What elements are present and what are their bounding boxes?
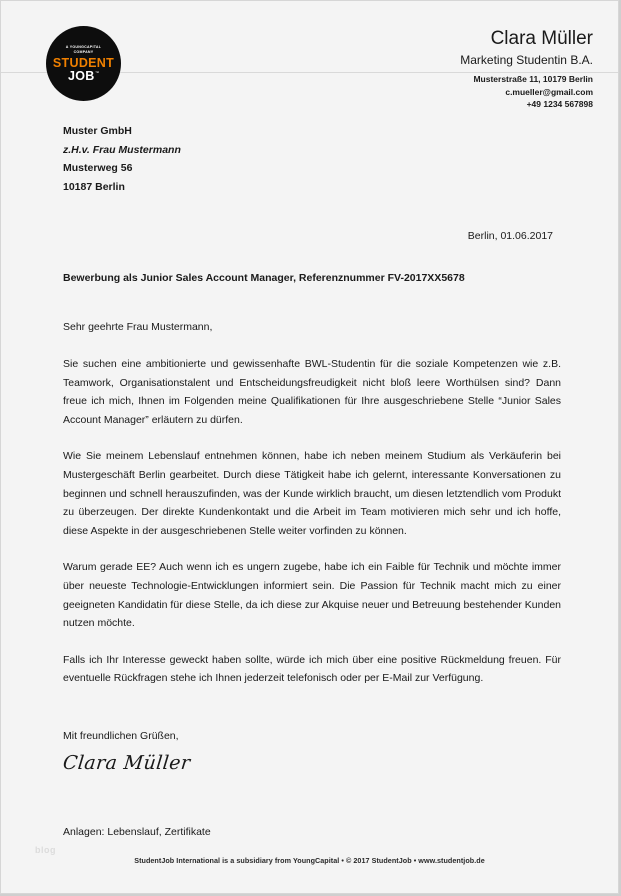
attachments-line: Anlagen: Lebenslauf, Zertifikate [63, 825, 211, 838]
paragraph-3: Warum gerade EE? Auch wenn ich es ungern zugebe, habe ich ein Faible für Technik und möchte immer über neueste Technologie-Entwicklungen informiert sein. Die Passion für Technik macht mich zu einer geeigneten Kandidatin für diese Stelle, da ich diese zur Akquise neuer und Betreuung bestehender Kunden nutzen möchte. [63, 561, 561, 630]
letterhead [1, 1, 618, 109]
sender-block [460, 27, 593, 111]
recipient-block [63, 122, 561, 196]
sender-name: Clara Müller [490, 28, 593, 49]
subject-line: Bewerbung als Junior Sales Account Manager, Referenznummer FV-2017XX5678 [63, 272, 465, 284]
blog-watermark: blog [35, 845, 56, 855]
letter-body [1, 122, 618, 838]
sender-email: c.mueller@gmail.com [505, 86, 593, 97]
sender-address: Musterstraße 11, 10179 Berlin [473, 74, 593, 84]
salutation: Sehr geehrte Frau Mustermann, [63, 321, 213, 333]
logo-student-text: STUDENT [52, 55, 115, 70]
paragraph-2: Wie Sie meinem Lebenslauf entnehmen können, habe ich neben meinem Studium als Verkäuferin bei Mustergeschäft Berlin gearbeitet. Durch diese Tätigkeit habe ich gelernt, interessante Konversationen zu beginnen und schnell herauszufinden, was der Kunde wirklich braucht, um diesen letztendlich vom Produkt zu überzeugen. Der direkte Kundenkontakt und die Arbeit im Team motivieren mich sehr und ich hoffe, diese Aspekte in der ausgeschriebenen Stelle weiter vorfinden zu können. [63, 450, 561, 537]
trademark-icon: ™ [95, 69, 100, 75]
logo-tagline: A YOUNGCAPITAL COMPANY [65, 44, 102, 54]
page-footer: StudentJob International is a subsidiary from YoungCapital • © 2017 StudentJob • www.studentjob.de [134, 856, 485, 865]
logo-job-group [68, 70, 99, 83]
studentjob-logo [46, 26, 121, 101]
recipient-street: Musterweg 56 [63, 162, 133, 174]
signature: Clara Müller [61, 751, 192, 774]
sender-phone: +49 1234 567898 [526, 99, 593, 109]
closing-line: Mit freundlichen Grüßen, [63, 729, 179, 742]
sender-role: Marketing Studentin B.A. [460, 53, 593, 67]
logo-job-text: JOB [67, 68, 95, 83]
recipient-company: Muster GmbH [63, 125, 132, 137]
paragraph-1: Sie suchen eine ambitionierte und gewissenhafte BWL-Studentin für die soziale Kompetenzen wie z.B. Teamwork, Organisationstalent und Entscheidungsfreudigkeit nicht bloß leere Worthülsen sind? Dann freue ich mich, Ihnen im Folgenden meine Qualifikationen für Ihre ausgeschriebene Stelle “Junior Sales Account Manager” erläutern zu dürfen. [63, 358, 561, 426]
recipient-attention: z.H.v. Frau Mustermann [63, 143, 181, 156]
paragraph-4: Falls ich Ihr Interesse geweckt haben sollte, würde ich mich über eine positive Rückmeldung freuen. Für eventuelle Rückfragen stehe ich Ihnen jederzeit telefonisch oder per E-Mail zur Verfügung. [63, 653, 561, 685]
dateline: Berlin, 01.06.2017 [467, 230, 553, 242]
recipient-city: 10187 Berlin [63, 180, 125, 193]
